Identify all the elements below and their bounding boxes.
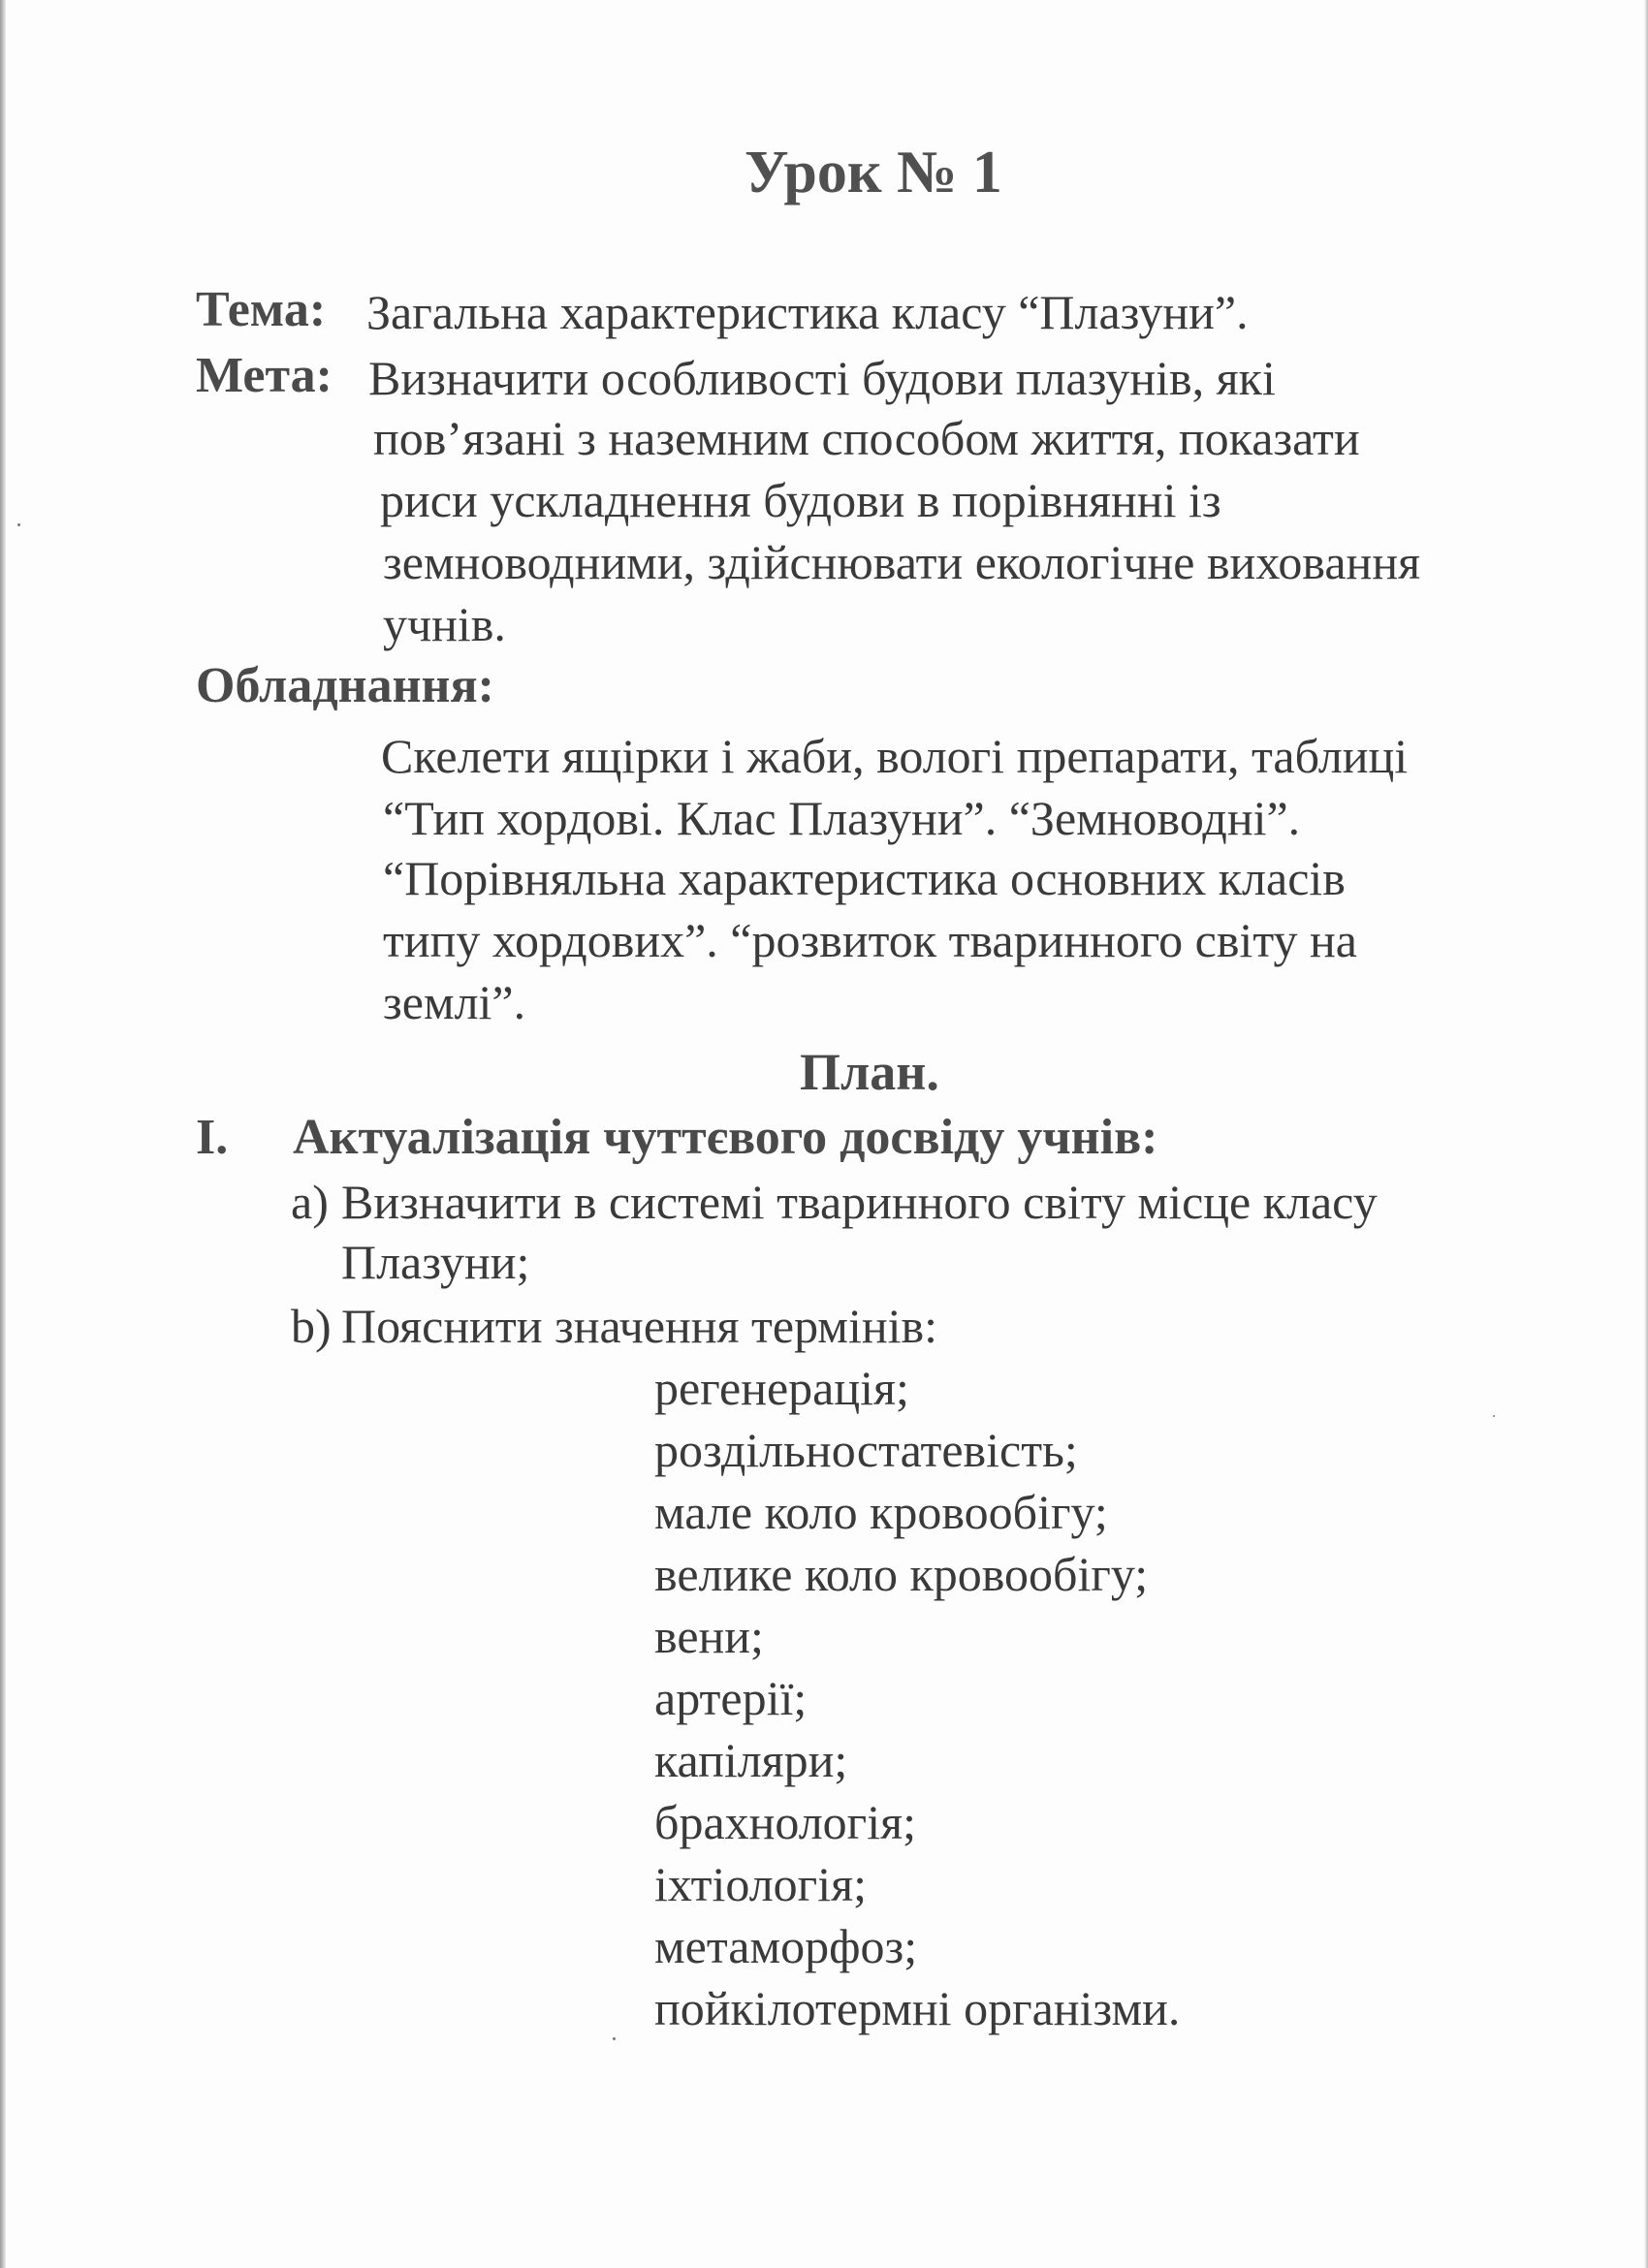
scan-edge-right [1644,0,1648,2268]
section-number: I. [196,1110,229,1165]
term-item: артерії; [654,1671,808,1725]
term-item: пойкілотермні організми. [654,1981,1181,2035]
goal-line: земноводними, здійснювати екологічне виховання [383,535,1421,589]
scan-speck [17,523,20,526]
list-item-text: Визначити в системі тваринного світу місце класу [341,1175,1378,1229]
equipment-line: землі”. [383,975,526,1029]
goal-label: Мета: [196,348,333,403]
equipment-label: Обладнання: [196,658,494,713]
term-item: метаморфоз; [654,1919,918,1973]
equipment-line: Скелети ящірки і жаби, вологі препарати, таблиці [381,729,1409,783]
equipment-line: “Порівняльна характеристика основних класів [383,851,1346,905]
term-item: вени; [654,1609,764,1663]
list-item-text: Пояснити значення термінів: [341,1299,937,1353]
scan-edge-left [0,0,6,2268]
goal-line: учнів. [383,597,506,651]
equipment-line: “Тип хордові. Клас Плазуни”. “Земноводні”. [383,791,1301,845]
topic-label: Тема: [196,282,327,337]
term-item: регенерація; [654,1361,909,1415]
term-item: брахнологія; [654,1795,916,1849]
section-title: Актуалізація чуттєвого досвіду учнів: [293,1110,1158,1165]
goal-line: пов’язані з наземним способом життя, показати [373,411,1360,465]
topic-text: Загальна характеристика класу “Плазуни”. [366,285,1249,339]
term-item: велике коло кровообігу; [654,1547,1149,1601]
goal-line: Визначити особливості будови плазунів, які [368,351,1276,405]
term-item: роздільностатевість; [654,1423,1078,1477]
list-item-marker: a) [291,1175,329,1229]
scan-speck [1493,1415,1495,1417]
scan-speck [613,2037,616,2040]
term-item: капіляри; [654,1733,848,1787]
term-item: мале коло кровообігу; [654,1485,1108,1539]
plan-heading: План. [800,1043,939,1101]
term-item: іхтіологія; [654,1857,867,1911]
equipment-line: типу хордових”. “розвиток тваринного світу на [383,913,1357,967]
goal-line: риси ускладнення будови в порівнянні із [380,473,1221,527]
list-item-text: Плазуни; [341,1235,530,1289]
lesson-title: Урок № 1 [745,140,1002,205]
list-item-marker: b) [291,1299,332,1353]
